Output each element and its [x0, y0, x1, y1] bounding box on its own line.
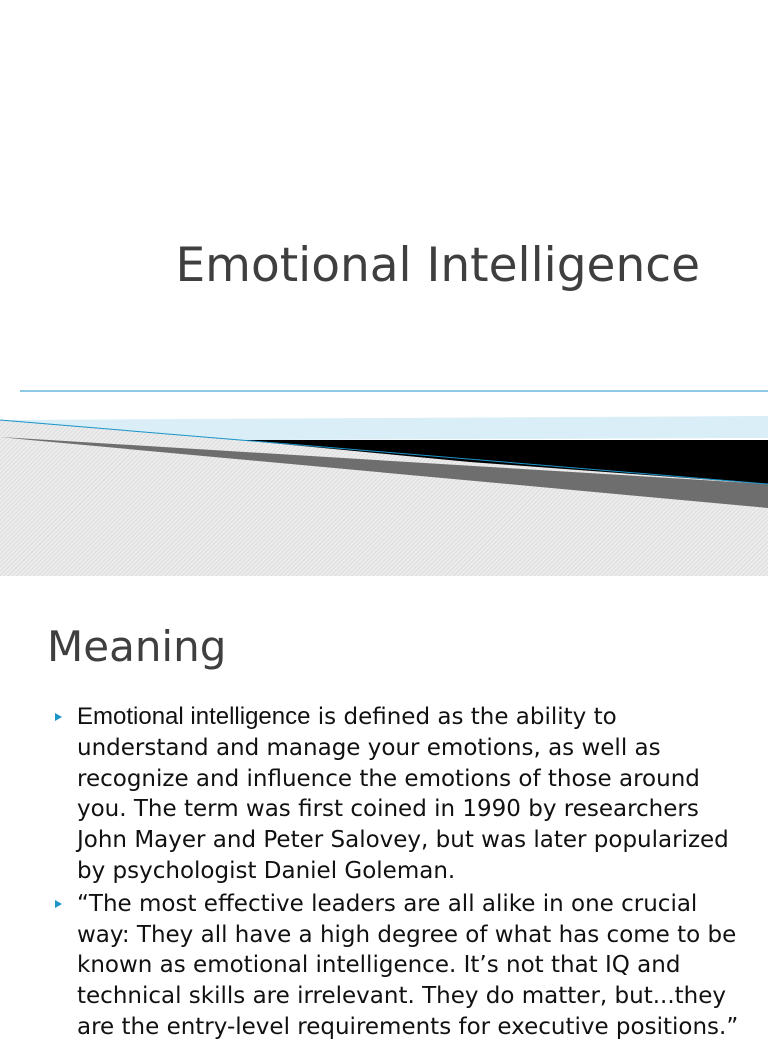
bullet-item: [50, 702, 740, 887]
slide-heading: Meaning: [47, 622, 227, 671]
slide-title: Emotional Intelligence: [175, 238, 700, 293]
decorative-band: [0, 380, 768, 576]
bullet-arrow-icon: [55, 713, 62, 721]
bullet-term: Emotional intelligence: [77, 703, 311, 730]
content-slide: [0, 576, 768, 1040]
bullet-text: “The most effective leaders are all alike in one crucial way: They all have a high degree of what has come to be known as emotional intelligence. It’s not that IQ and technical skills are irrelevant. They do matter, but...they are the entry-level requirements for executive positions.”: [77, 890, 739, 1040]
bullet-text: is defined as the ability to understand and manage your emotions, as well as recognize and influence the emotions of those around you. The term was first coined in 1990 by researchers John Mayer and Peter Salovey, but was later popularized by psychologist Daniel Goleman.: [77, 704, 729, 884]
bullet-list: [50, 702, 740, 1045]
bullet-arrow-icon: [55, 900, 62, 908]
bullet-item: [50, 889, 740, 1043]
